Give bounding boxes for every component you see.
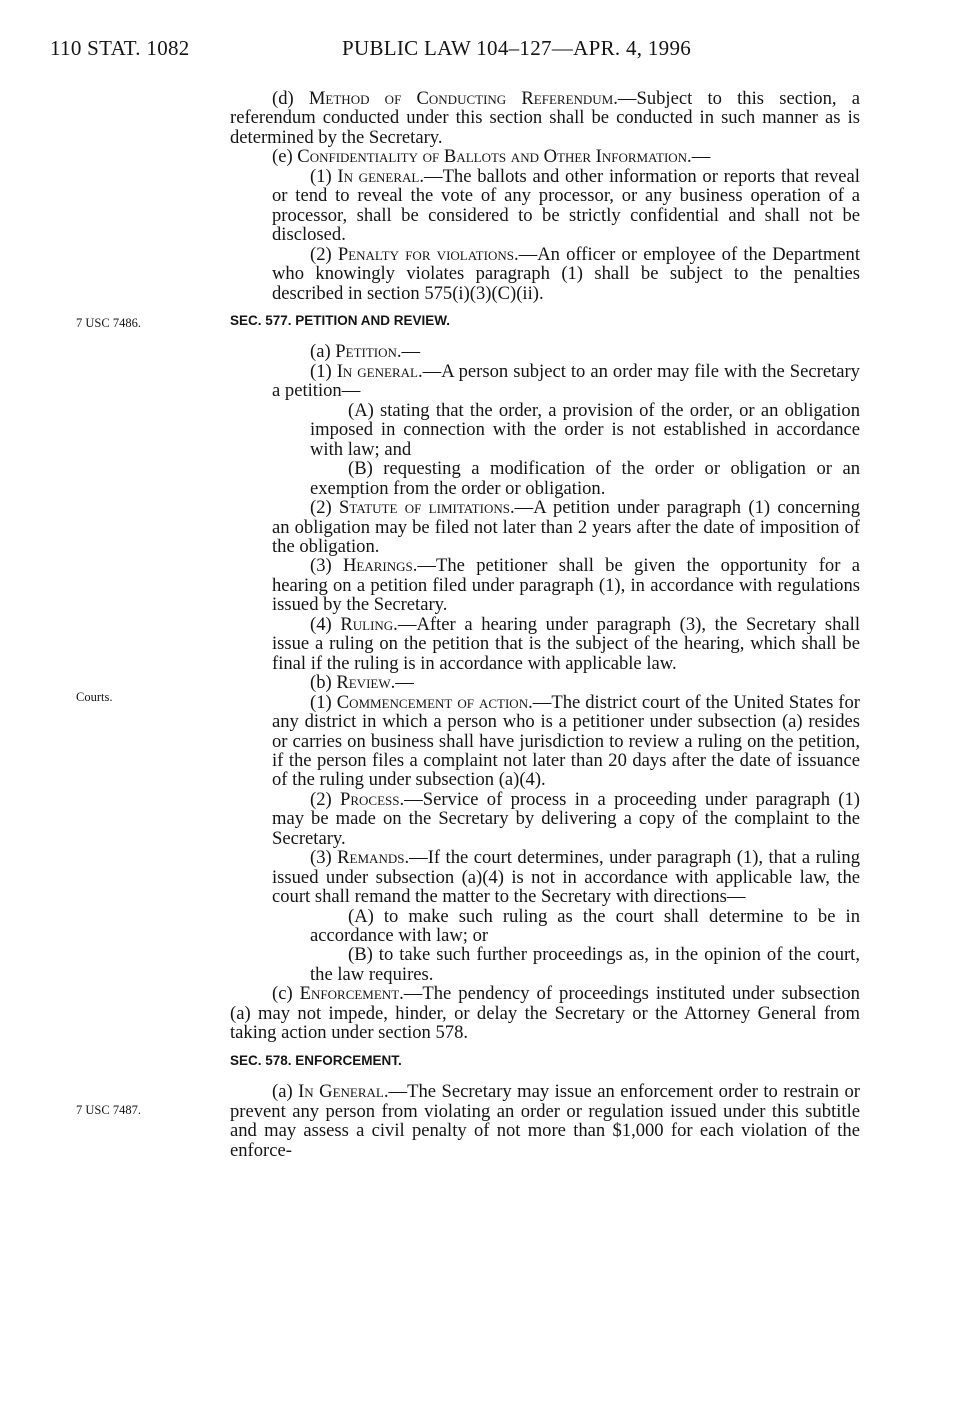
subsection-577a: (a) Petition.— [310, 341, 421, 363]
paragraph-577a2-heading: Statute of limitations. [339, 497, 515, 519]
paragraph-577a2: (2) Statute of limitations.—A petition under paragraph (1) concerning an obligation may be filed not later than 2 years after the date of imposition of the obligation. [272, 497, 860, 557]
subsection-e-heading: Confidentiality of Ballots and Other Information. [297, 146, 692, 168]
paragraph-e2-heading: Penalty for violations. [337, 243, 519, 265]
subsection-578a-heading: In General. [298, 1081, 389, 1103]
paragraph-577b1-heading: Commencement of action. [336, 691, 533, 713]
margin-note-usc-7487: 7 USC 7487. [76, 1103, 141, 1117]
margin-note-usc-7486: 7 USC 7486. [76, 316, 141, 330]
subsection-d-heading: Method of Conducting Referendum. [308, 88, 618, 109]
paragraph-e1-heading: In general. [337, 165, 424, 187]
subsection-577b: (b) Review.— [310, 672, 414, 694]
subsection-577c-heading: Enforcement. [299, 983, 404, 1005]
paragraph-577a3-heading: Hearings. [342, 555, 418, 577]
section-578-heading: SEC. 578. ENFORCEMENT. [230, 1052, 402, 1068]
paragraph-577a1: (1) In general.—A person subject to an order may file with the Secretary a petition— [272, 360, 860, 402]
paragraph-577b1: (1) Commencement of action.—The district court of the United States for any district in which a person who is a petitioner under subsection (a) resides or carries on business shall have jurisdiction to review a ruling on the petition, if the person files a complaint not later than 20 days after the date of issuance of the ruling under subsection (a)(4). [272, 691, 860, 791]
paragraph-e1: (1) In general.—The ballots and other information or reports that reveal or tend to reveal the vote of any processor, or any business operation of a processor, shall be considered to be strictly confidential and shall not be disclosed. [272, 165, 860, 246]
running-head: PUBLIC LAW 104–127—APR. 4, 1996 [342, 36, 692, 60]
subsection-578a: (a) In General.—The Secretary may issue an enforcement order to restrain or prevent any person from violating an order or regulation issued under this subtitle and may assess a civil penalty of not more than $1,000 for each violation of the enforce- [230, 1081, 861, 1161]
subsection-e: (e) Confidentiality of Ballots and Other Information.— [272, 146, 711, 168]
paragraph-577a3: (3) Hearings.—The petitioner shall be given the opportunity for a hearing on a petition filed under paragraph (1), in accordance with regulations issued by the Secretary. [272, 555, 860, 616]
paragraph-577a1-heading: In general. [336, 360, 423, 382]
subsection-577a-heading: Petition. [335, 341, 402, 363]
paragraph-577b3-heading: Remands. [337, 847, 410, 869]
subparagraph-577a1B: (B) requesting a modification of the order or obligation or an exemption from the order or obligation. [310, 458, 860, 499]
margin-note-courts: Courts. [76, 690, 113, 704]
paragraph-577b2-heading: Process. [340, 788, 405, 810]
subparagraph-577b3A: (A) to make such ruling as the court shall determine to be in accordance with law; or [310, 905, 860, 947]
subparagraph-577b3B: (B) to take such further proceedings as, in the opinion of the court, the law requires. [310, 944, 860, 985]
main-text [230, 89, 860, 1160]
paragraph-577b3: (3) Remands.—If the court determines, under paragraph (1), that a ruling issued under subsection (a)(4) is not in accordance with applicable law, the court shall remand the matter to the Secretary with directions— [272, 847, 860, 908]
subsection-d: (d) Method of Conducting Referendum.—Subject to this section, a referendum conducted under this section shall be conducted in such manner as is determined by the Secretary. [230, 88, 860, 148]
paragraph-577a4: (4) Ruling.—After a hearing under paragraph (3), the Secretary shall issue a ruling on the petition that is the subject of the hearing, which shall be final if the ruling is in accordance with applicable law. [272, 613, 860, 674]
paragraph-577a4-heading: Ruling. [340, 613, 398, 635]
subsection-577b-heading: Review. [336, 672, 396, 694]
paragraph-e2: (2) Penalty for violations.—An officer or employee of the Department who knowingly violates paragraph (1) shall be subject to the penalties described in section 575(i)(3)(C)(ii). [272, 243, 861, 304]
subsection-577c: (c) Enforcement.—The pendency of proceedings instituted under subsection (a) may not impede, hinder, or delay the Secretary or the Attorney General from taking action under section 578. [230, 983, 860, 1044]
page-header [0, 36, 954, 66]
paragraph-577b2: (2) Process.—Service of process in a proceeding under paragraph (1) may be made on the Secretary by delivering a copy of the complaint to the Secretary. [272, 788, 860, 849]
subparagraph-577a1A: (A) stating that the order, a provision of the order, or an obligation imposed in connection with the order is not established in accordance with law; and [310, 399, 860, 460]
folio: 110 STAT. 1082 [50, 36, 190, 60]
section-577-heading: SEC. 577. PETITION AND REVIEW. [230, 312, 451, 328]
